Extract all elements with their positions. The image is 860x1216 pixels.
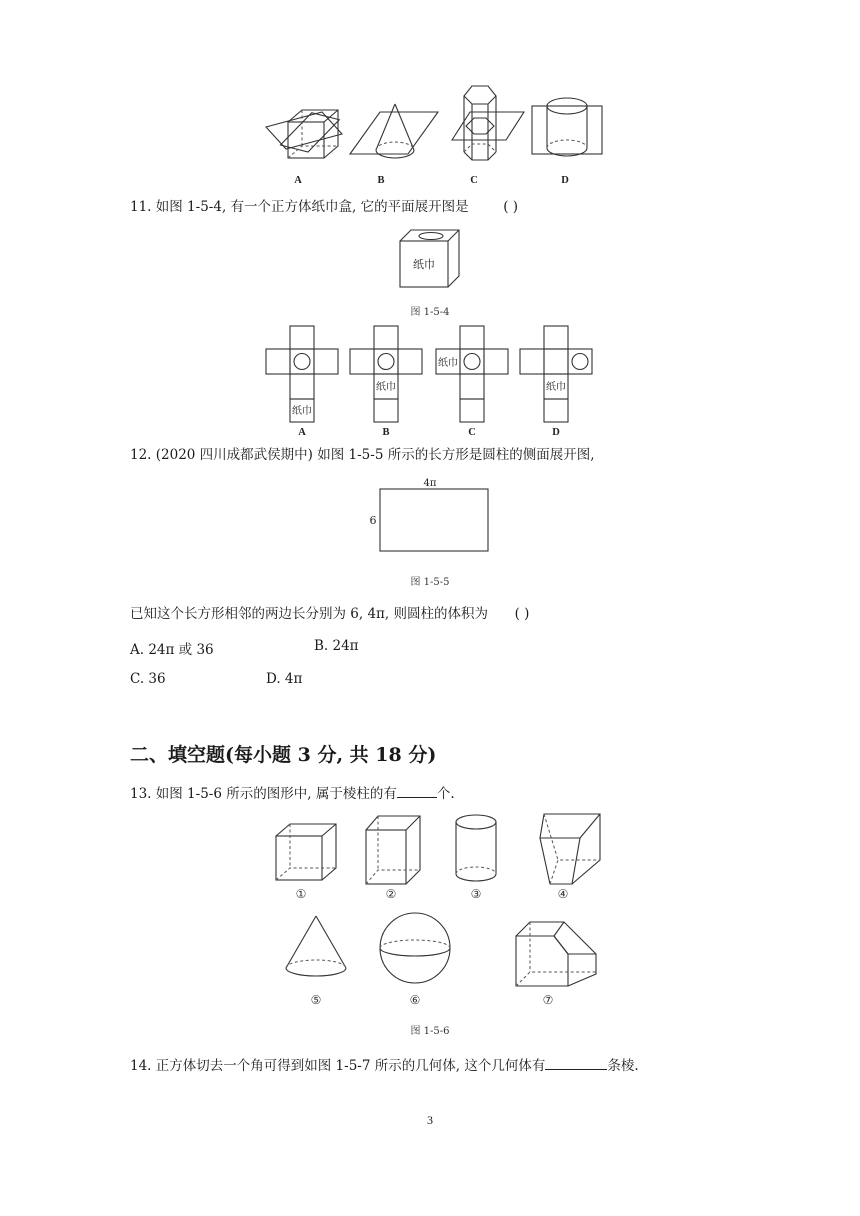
q11-net-d-label: 纸巾 [546,382,566,393]
q11-net-a [266,326,338,422]
q13-shape-2-cuboid [366,816,420,884]
section-title-fill-in: 二、填空题(每小题 3 分, 共 18 分) [130,744,437,766]
q12-figure-caption: 图 1-5-5 [410,577,450,588]
q11-net-b-label: 纸巾 [376,382,396,393]
q13-figure-caption: 图 1-5-6 [410,1026,450,1037]
q12-top-label: 4π [423,478,437,489]
q11-net-c-label: 纸巾 [438,358,458,369]
q10-label-a: A [294,175,302,186]
q10-figure-c [452,86,524,160]
q11-box-label: 纸巾 [413,258,435,271]
q13-question [130,785,455,803]
q14-text: 14. 正方体切去一个角可得到如图 1-5-7 所示的几何体, 这个几何体有 [130,1058,546,1074]
q11-label-c: C [468,427,476,438]
q11-label-d: D [552,427,560,438]
q13-shape-5-cone [286,916,346,976]
q12-side-label: 6 [369,514,377,527]
q10-figure-b [350,104,438,158]
q13-label-5: ⑤ [310,993,322,1007]
q12-option-a: A. 24π 或 36 [130,642,214,658]
q10-figures [260,82,620,190]
q13-text-end: 个. [436,786,455,802]
q12-rectangle-figure [360,474,500,556]
q11-net-b [350,326,422,422]
q13-label-3: ③ [470,887,482,901]
q14-answer-blank[interactable] [545,1057,607,1070]
q13-label-1: ① [295,887,307,901]
q12-question: 12. (2020 四川成都武侯期中) 如图 1-5-5 所示的长方形是圆柱的侧面展开图, [130,447,595,463]
q12-option-c: C. 36 [130,671,166,687]
q13-shape-3-cylinder [456,815,496,881]
q12-answer-paren: ( ) [514,606,530,622]
q11-figure-caption: 图 1-5-4 [410,307,450,318]
q13-label-4: ④ [557,887,569,901]
q11-text: 11. 如图 1-5-4, 有一个正方体纸巾盒, 它的平面展开图是 [130,199,469,215]
q11-net-options [262,322,612,440]
q11-label-b: B [382,427,390,438]
q11-net-d [520,326,592,422]
q10-label-d: D [561,175,569,186]
q10-figure-a [266,103,346,161]
q13-shape-7-cut-cube [516,922,596,986]
q12-option-b: B. 24π [314,638,359,654]
q10-label-b: B [377,175,385,186]
q13-label-6: ⑥ [409,993,421,1007]
q13-figures [268,808,608,1018]
q11-label-a: A [298,427,306,438]
q13-label-2: ② [385,887,397,901]
q10-label-c: C [470,175,478,186]
q14-question [130,1057,639,1075]
q11-question [130,198,518,216]
q10-figure-d [532,98,602,156]
q13-answer-blank[interactable] [397,785,437,798]
q13-shape-6-sphere [380,913,450,983]
q13-text: 13. 如图 1-5-6 所示的图形中, 属于棱柱的有 [130,786,397,802]
q13-shape-1-cube [276,824,336,880]
page-number: 3 [427,1113,433,1127]
q12-option-d: D. 4π [266,671,303,687]
q11-tissue-box [395,226,465,290]
q11-net-c [436,326,508,422]
q12-text-2: 已知这个长方形相邻的两边长分别为 6, 4π, 则圆柱的体积为 [130,606,489,622]
q12-question-continued [130,605,529,623]
q13-shape-4-prism [540,814,600,884]
q11-answer-paren: ( ) [503,199,519,215]
q13-label-7: ⑦ [542,993,554,1007]
q14-text-end: 条棱. [607,1058,639,1074]
q11-net-a-label: 纸巾 [292,406,312,417]
